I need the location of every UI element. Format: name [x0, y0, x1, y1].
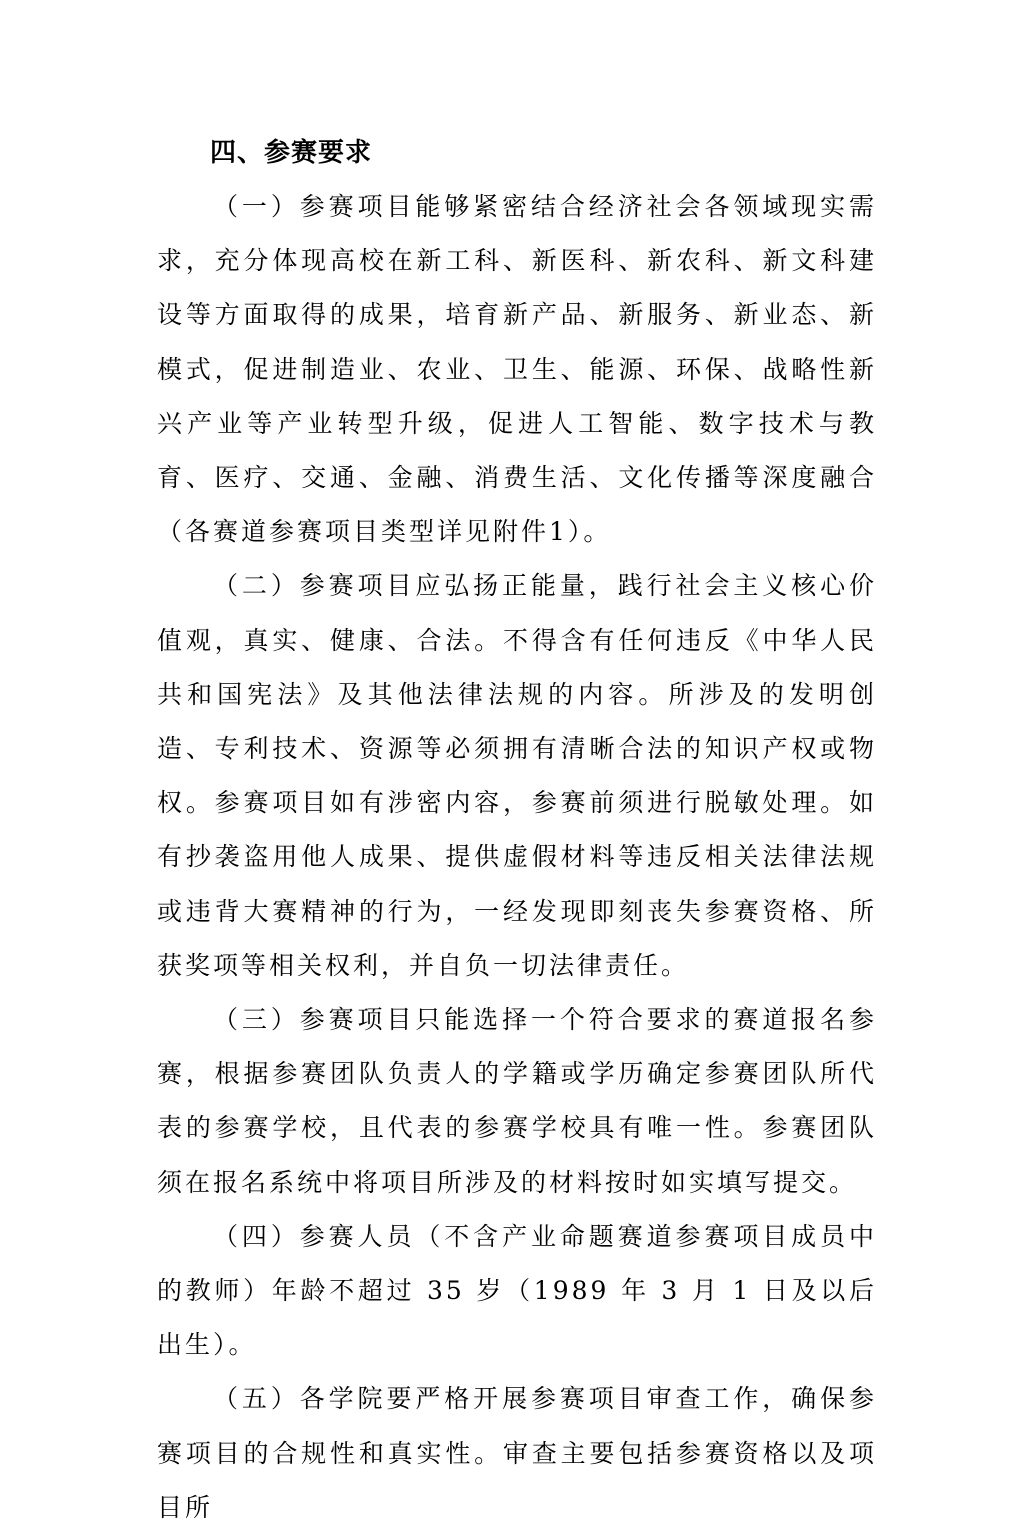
paragraph-1: （一）参赛项目能够紧密结合经济社会各领域现实需求，充分体现高校在新工科、新医科、新农科、新文科建设等方面取得的成果，培育新产品、新服务、新业态、新模式，促进制造业、农业、卫生、能源、环保、战略性新兴产业等产业转型升级，促进人工智能、数字技术与教育、医疗、交通、金融、消费生活、文化传播等深度融合（各赛道参赛项目类型详见附件1）。: [157, 192, 877, 547]
paragraph-5: （五）各学院要严格开展参赛项目审查工作，确保参赛项目的合规性和真实性。审查主要包括参赛资格以及项目所: [157, 1384, 877, 1522]
paragraph-3: （三）参赛项目只能选择一个符合要求的赛道报名参赛，根据参赛团队负责人的学籍或学历确定参赛团队所代表的参赛学校，且代表的参赛学校具有唯一性。参赛团队须在报名系统中将项目所涉及的材料按时如实填写提交。: [157, 1005, 877, 1197]
paragraph-2: （二）参赛项目应弘扬正能量，践行社会主义核心价值观，真实、健康、合法。不得含有任何违反《中华人民共和国宪法》及其他法律法规的内容。所涉及的发明创造、专利技术、资源等必须拥有清晰合法的知识产权或物权。参赛项目如有涉密内容，参赛前须进行脱敏处理。如有抄袭盗用他人成果、提供虚假材料等违反相关法律法规或违背大赛精神的行为，一经发现即刻丧失参赛资格、所获奖项等相关权利，并自负一切法律责任。: [157, 571, 877, 980]
section-heading: 四、参赛要求: [210, 138, 373, 168]
document-page: [157, 128, 877, 1535]
paragraph-4: （四）参赛人员（不含产业命题赛道参赛项目成员中的教师）年龄不超过 35 岁（1989 年 3 月 1 日及以后出生）。: [157, 1221, 877, 1360]
